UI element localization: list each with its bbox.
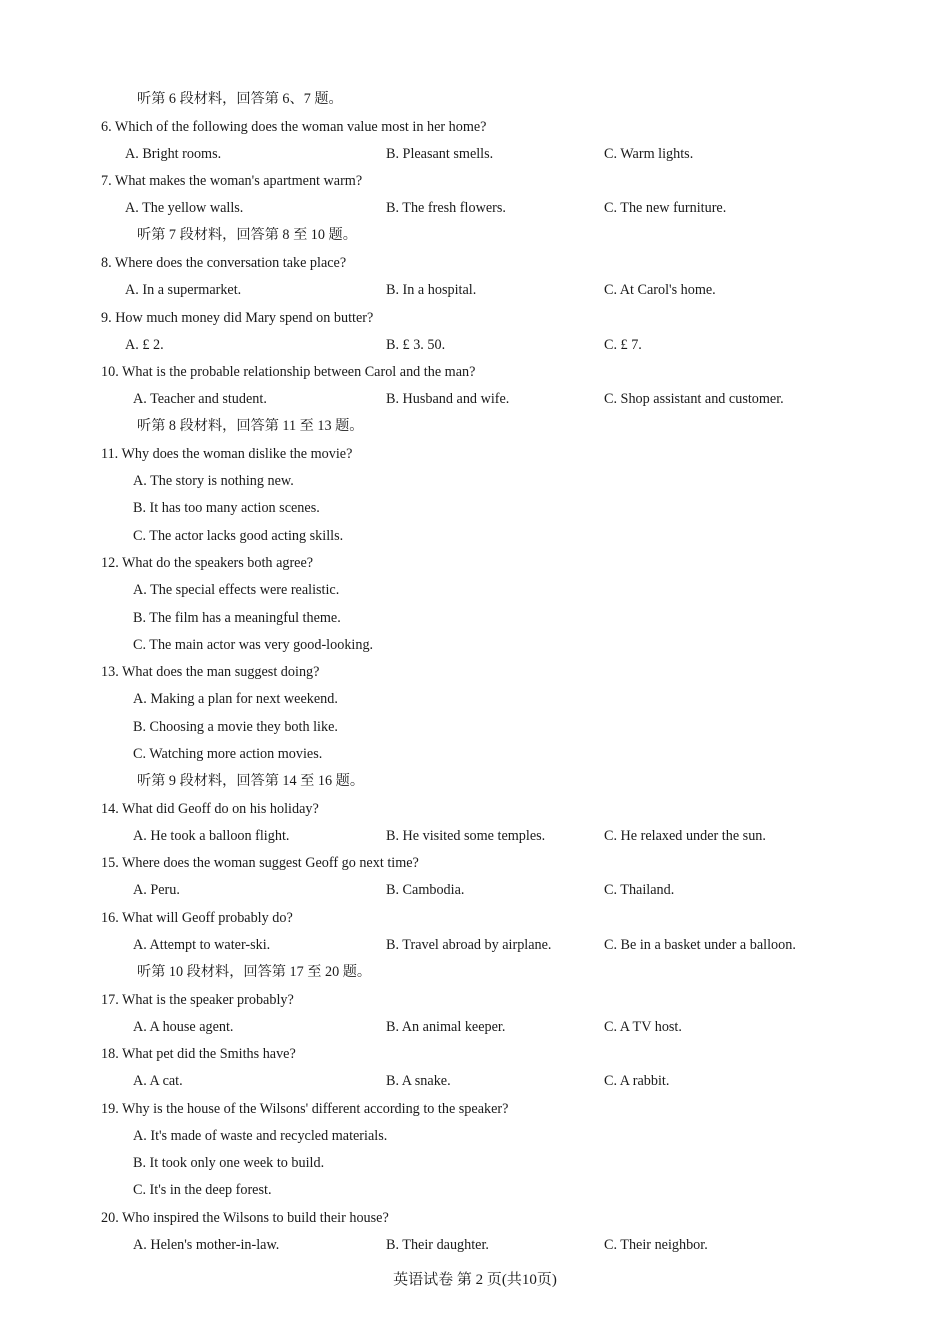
option-b: B. He visited some temples. (386, 828, 546, 844)
option-c: C. The main actor was very good-looking. (133, 637, 374, 653)
option-b: B. Travel abroad by airplane. (386, 937, 552, 953)
page-footer: 英语试卷 第 2 页(共10页) (393, 1272, 557, 1288)
question-stem: 12. What do the speakers both agree? (101, 555, 314, 571)
section-heading: 听第 7 段材料，回答第 8 至 10 题。 (137, 227, 357, 243)
option-a: A. Helen's mother-in-law. (133, 1237, 280, 1253)
question-stem: 9. How much money did Mary spend on butter? (101, 310, 374, 326)
option-b: B. It took only one week to build. (133, 1155, 325, 1171)
option-a: A. He took a balloon flight. (133, 828, 290, 844)
option-b: B. A snake. (386, 1073, 451, 1089)
question-stem: 10. What is the probable relationship between Carol and the man? (101, 364, 476, 380)
question-stem: 20. Who inspired the Wilsons to build their house? (101, 1210, 389, 1226)
option-c: C. Shop assistant and customer. (604, 391, 784, 407)
option-c: C. Watching more action movies. (133, 746, 323, 762)
question-stem: 18. What pet did the Smiths have? (101, 1046, 296, 1062)
question-stem: 16. What will Geoff probably do? (101, 910, 293, 926)
option-a: A. The special effects were realistic. (133, 582, 340, 598)
option-b: B. The film has a meaningful theme. (133, 610, 341, 626)
option-a: A. A cat. (133, 1073, 183, 1089)
option-a: A. The yellow walls. (125, 200, 244, 216)
option-b: B. The fresh flowers. (386, 200, 506, 216)
question-stem: 8. Where does the conversation take place? (101, 255, 347, 271)
option-c: C. At Carol's home. (604, 282, 716, 298)
question-stem: 6. Which of the following does the woman value most in her home? (101, 119, 487, 135)
question-stem: 7. What makes the woman's apartment warm? (101, 173, 363, 189)
option-c: C. Thailand. (604, 882, 675, 898)
option-c: C. Warm lights. (604, 146, 694, 162)
option-b: B. Their daughter. (386, 1237, 489, 1253)
option-b: B. Husband and wife. (386, 391, 510, 407)
option-c: C. A rabbit. (604, 1073, 670, 1089)
option-c: C. He relaxed under the sun. (604, 828, 766, 844)
option-b: B. In a hospital. (386, 282, 477, 298)
option-a: A. A house agent. (133, 1019, 234, 1035)
option-c: C. It's in the deep forest. (133, 1182, 272, 1198)
option-a: A. Making a plan for next weekend. (133, 691, 338, 707)
option-a: A. The story is nothing new. (133, 473, 294, 489)
question-stem: 11. Why does the woman dislike the movie? (101, 446, 353, 462)
option-a: A. In a supermarket. (125, 282, 242, 298)
option-b: B. It has too many action scenes. (133, 500, 320, 516)
question-stem: 19. Why is the house of the Wilsons' different according to the speaker? (101, 1101, 509, 1117)
option-a: A. Attempt to water-ski. (133, 937, 271, 953)
section-heading: 听第 10 段材料，回答第 17 至 20 题。 (137, 964, 372, 980)
option-c: C. A TV host. (604, 1019, 682, 1035)
option-c: C. £ 7. (604, 337, 642, 353)
option-b: B. Pleasant smells. (386, 146, 494, 162)
option-b: B. Choosing a movie they both like. (133, 719, 338, 735)
option-b: B. £ 3. 50. (386, 337, 446, 353)
option-c: C. Their neighbor. (604, 1237, 708, 1253)
option-c: C. Be in a basket under a balloon. (604, 937, 796, 953)
option-a: A. Bright rooms. (125, 146, 222, 162)
question-stem: 15. Where does the woman suggest Geoff go next time? (101, 855, 419, 871)
section-heading: 听第 8 段材料，回答第 11 至 13 题。 (137, 418, 364, 434)
option-c: C. The new furniture. (604, 200, 727, 216)
option-b: B. Cambodia. (386, 882, 465, 898)
section-heading: 听第 9 段材料，回答第 14 至 16 题。 (137, 773, 365, 789)
option-b: B. An animal keeper. (386, 1019, 506, 1035)
option-c: C. The actor lacks good acting skills. (133, 528, 344, 544)
question-stem: 13. What does the man suggest doing? (101, 664, 320, 680)
option-a: A. £ 2. (125, 337, 164, 353)
option-a: A. It's made of waste and recycled materials. (133, 1128, 388, 1144)
option-a: A. Teacher and student. (133, 391, 267, 407)
question-stem: 14. What did Geoff do on his holiday? (101, 801, 319, 817)
option-a: A. Peru. (133, 882, 180, 898)
section-heading: 听第 6 段材料，回答第 6、7 题。 (137, 91, 343, 107)
question-stem: 17. What is the speaker probably? (101, 992, 294, 1008)
